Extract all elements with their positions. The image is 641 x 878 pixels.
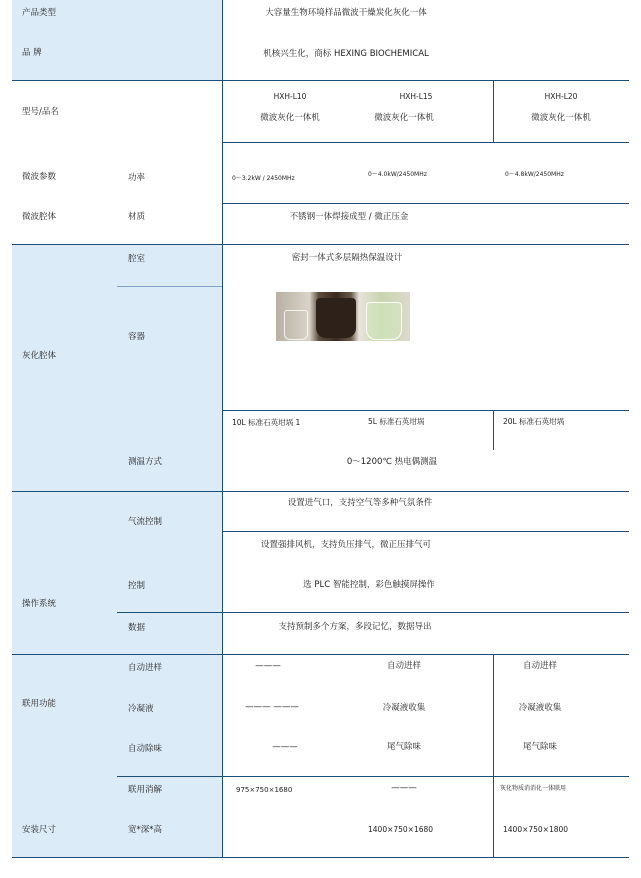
linked-2: ——— [391, 783, 417, 793]
dims-2: 1400×750×1800 [503, 825, 569, 834]
glass-beaker-image [284, 310, 308, 340]
rule [222, 531, 629, 532]
temp-label: 测温方式 [128, 457, 163, 467]
ashing-cavity-label: 灰化腔体 [22, 351, 57, 361]
container-5l: 5L 标准石英坩埚 [368, 417, 425, 426]
linked-digestion-label: 联用消解 [128, 785, 163, 795]
material-value: 不锈钢一体焊接成型 / 微正压金 [289, 212, 409, 222]
airflow-value-2: 设置强排风机，支持负压排气，微正压排气可 [260, 540, 432, 550]
condense-1: ——— ——— [245, 702, 299, 712]
rule [117, 612, 629, 613]
auto-feed-2: 自动进样 [386, 661, 422, 671]
brand-label: 品 牌 [22, 48, 42, 58]
linked-3: 灰化物质消消化一体联用 [500, 785, 567, 792]
dims-1: 1400×750×1680 [368, 825, 434, 834]
label-column-bg-2 [12, 245, 222, 857]
rule [222, 203, 629, 204]
auto-odor-3: 尾气除味 [522, 742, 558, 752]
product-type-label: 产品类型 [22, 8, 57, 18]
microwave-params-label: 微波参数 [22, 172, 57, 182]
data-value: 支持预制多个方案，多段记忆，数据导出 [278, 622, 432, 632]
rule [12, 654, 629, 655]
condense-3: 冷凝液收集 [518, 703, 562, 713]
linkage-label: 联用功能 [22, 699, 57, 709]
condense-2: 冷凝液收集 [382, 703, 426, 713]
temp-value: 0～1200℃ 热电偶测温 [346, 457, 438, 467]
auto-feed-label: 自动进样 [128, 663, 163, 673]
product-type-value: 大容量生物环境样品微波干燥炭化灰化一体 [265, 8, 427, 18]
airflow-value-1: 设置进气口，支持空气等多种气氛条件 [287, 498, 433, 508]
ash-beaker-image [366, 302, 402, 340]
control-value: 选 PLC 智能控制，彩色触摸屏操作 [303, 580, 435, 590]
airflow-label: 气流控制 [128, 517, 163, 527]
microwave-cavity-label: 微波腔体 [22, 212, 57, 222]
auto-odor-1: ——— [272, 742, 298, 752]
install-label: 安装尺寸 [22, 825, 57, 835]
material-label: 材质 [128, 212, 146, 222]
rule [493, 410, 494, 450]
dims-label: 宽*深*高 [128, 825, 163, 835]
power-value-3: 0～4.8kW/2450MHz [505, 171, 564, 178]
auto-feed-1: ——— [255, 661, 281, 671]
rule [117, 286, 222, 287]
model-hxh-l10: HXH-L10 [273, 92, 307, 101]
power-value-2: 0～4.0kW/2450MHz [368, 171, 427, 178]
model-hxh-l15: HXH-L15 [399, 92, 433, 101]
rule [12, 244, 629, 245]
model-hxh-l20: HXH-L20 [544, 92, 578, 101]
operation-label: 操作系统 [22, 599, 57, 609]
auto-feed-3: 自动进样 [522, 661, 558, 671]
container-photo [276, 292, 410, 341]
rule [222, 0, 223, 857]
data-label: 数据 [128, 623, 146, 633]
rule [12, 857, 629, 858]
rule [12, 80, 629, 81]
power-label: 功率 [128, 173, 146, 183]
sample-jar-image [316, 298, 356, 338]
model-label: 型号/品名 [22, 107, 59, 117]
rule [493, 81, 494, 142]
chamber-label: 腔室 [128, 254, 146, 264]
auto-odor-2: 尾气除味 [386, 742, 422, 752]
brand-value: 机核兴生化，商标 HEXING BIOCHEMICAL [263, 49, 429, 59]
condense-label: 冷凝液 [128, 704, 154, 714]
container-label: 容器 [128, 332, 146, 342]
rule [12, 491, 629, 492]
chamber-value: 密封一体式多层隔热保温设计 [291, 253, 403, 263]
linked-1: 975×750×1680 [236, 786, 293, 794]
control-label: 控制 [128, 581, 146, 591]
container-10l: 10L 标准石英坩埚 1 [232, 418, 301, 427]
power-value-1: 0～3.2kW / 2450MHz [232, 175, 295, 182]
rule [117, 776, 629, 777]
rule [493, 654, 494, 857]
model-name-2: 微波灰化一体机 [374, 113, 434, 123]
model-name-3: 微波灰化一体机 [531, 113, 591, 123]
model-name-1: 微波灰化一体机 [260, 113, 320, 123]
auto-odor-label: 自动除味 [128, 744, 163, 754]
container-20l: 20L 标准石英坩埚 [503, 417, 565, 426]
rule [222, 410, 629, 411]
rule [222, 142, 629, 143]
